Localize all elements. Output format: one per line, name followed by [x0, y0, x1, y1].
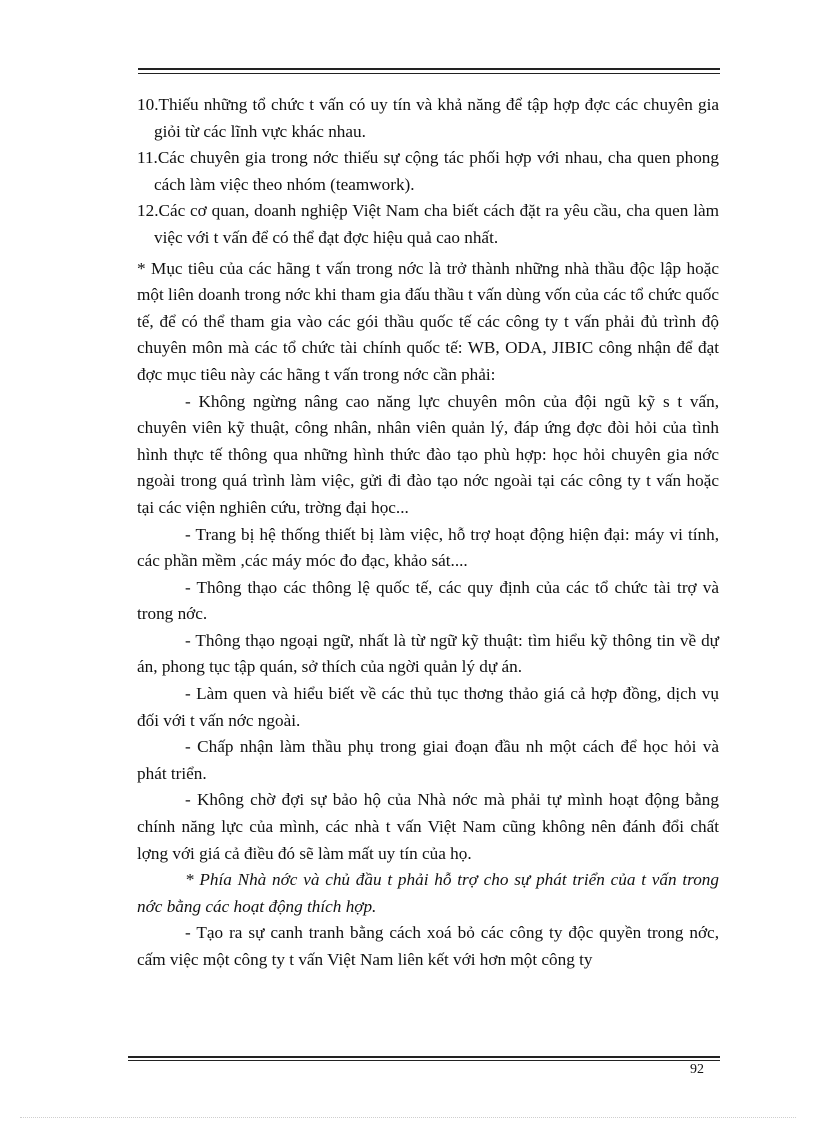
page-number: 92	[690, 1062, 704, 1077]
footer-rule	[128, 1056, 720, 1061]
numbered-item-12: 12.Các cơ quan, doanh nghiệp Việt Nam cha biết cách đặt ra yêu cầu, cha quen làm việc với t vấn để có thể đạt đợc hiệu quả cao nhất.	[137, 201, 719, 247]
state-support-paragraph: * Phía Nhà nớc và chủ đầu t phải hỗ trợ cho sự phát triển của t vấn trong nớc bằng các hoạt động thích hợp.	[137, 870, 719, 916]
bullet-foreign-language: - Thông thạo ngoại ngữ, nhất là từ ngữ kỹ thuật: tìm hiểu kỹ thông tin về dự án, phong tục tập quán, sở thích của ngời quản lý dự án.	[137, 630, 719, 677]
bullet-self-reliance: - Không chờ đợi sự bảo hộ của Nhà nớc mà phải tự mình hoạt động bằng chính năng lực của mình, các nhà t vấn Việt Nam cũng không nên đánh đổi chất lợng với giá cả điều đó sẽ làm mất uy tín của họ.	[137, 790, 719, 863]
bullet-equipment: - Trang bị hệ thống thiết bị làm việc, hỗ trợ hoạt động hiện đại: máy vi tính, các phần mềm ,các máy móc đo đạc, khảo sát....	[137, 524, 719, 571]
document-body	[137, 92, 719, 974]
page-edge-divider	[20, 1117, 796, 1118]
numbered-item-10: 10.Thiếu những tổ chức t vấn có uy tín và khả năng để tập hợp đợc các chuyên gia giỏi từ các lĩnh vực khác nhau.	[137, 95, 719, 141]
bullet-negotiation: - Làm quen và hiểu biết về các thủ tục thơng thảo giá cả hợp đồng, dịch vụ đối với t vấn nớc ngoài.	[137, 684, 719, 730]
bullet-subcontracting: - Chấp nhận làm thầu phụ trong giai đoạn đầu nh một cách để học hỏi và phát triển.	[137, 737, 719, 783]
bullet-training: - Không ngừng nâng cao năng lực chuyên môn của đội ngũ kỹ s t vấn, chuyên viên kỹ thuật, công nhân, nhân viên quản lý, đáp ứng đợc đòi hỏi của tình hình thực tế thông qua những hình thức đào tạo phù hợp: học hỏi chuyên gia nớc ngoài trong quá trình làm việc, gửi đi đào tạo nớc ngoài tại các công ty t vấn hoặc tại các viện nghiên cứu, trờng đại học...	[137, 391, 719, 517]
bullet-international-practice: - Thông thạo các thông lệ quốc tế, các quy định của các tổ chức tài trợ và trong nớc.	[137, 577, 719, 624]
numbered-item-11: 11.Các chuyên gia trong nớc thiếu sự cộng tác phối hợp với nhau, cha quen phong cách làm việc theo nhóm (teamwork).	[137, 148, 719, 194]
bullet-competition: - Tạo ra sự canh tranh bằng cách xoá bỏ các công ty độc quyền trong nớc, cấm việc một công ty t vấn Việt Nam liên kết với hơn một công ty	[137, 923, 719, 969]
header-rule	[138, 68, 720, 74]
objective-paragraph: * Mục tiêu của các hãng t vấn trong nớc là trở thành những nhà thầu độc lập hoặc một liên doanh trong nớc khi tham gia đấu thầu t vấn dùng vốn của các tổ chức quốc tế, để có thể tham gia vào các gói thầu quốc tế các công ty t vấn phải đủ trình độ chuyên môn mà các tổ chức tài chính quốc tế: WB, ODA, JIBIC công nhận để đạt đợc mục tiêu này các hãng t vấn trong nớc cần phải:	[137, 258, 719, 384]
